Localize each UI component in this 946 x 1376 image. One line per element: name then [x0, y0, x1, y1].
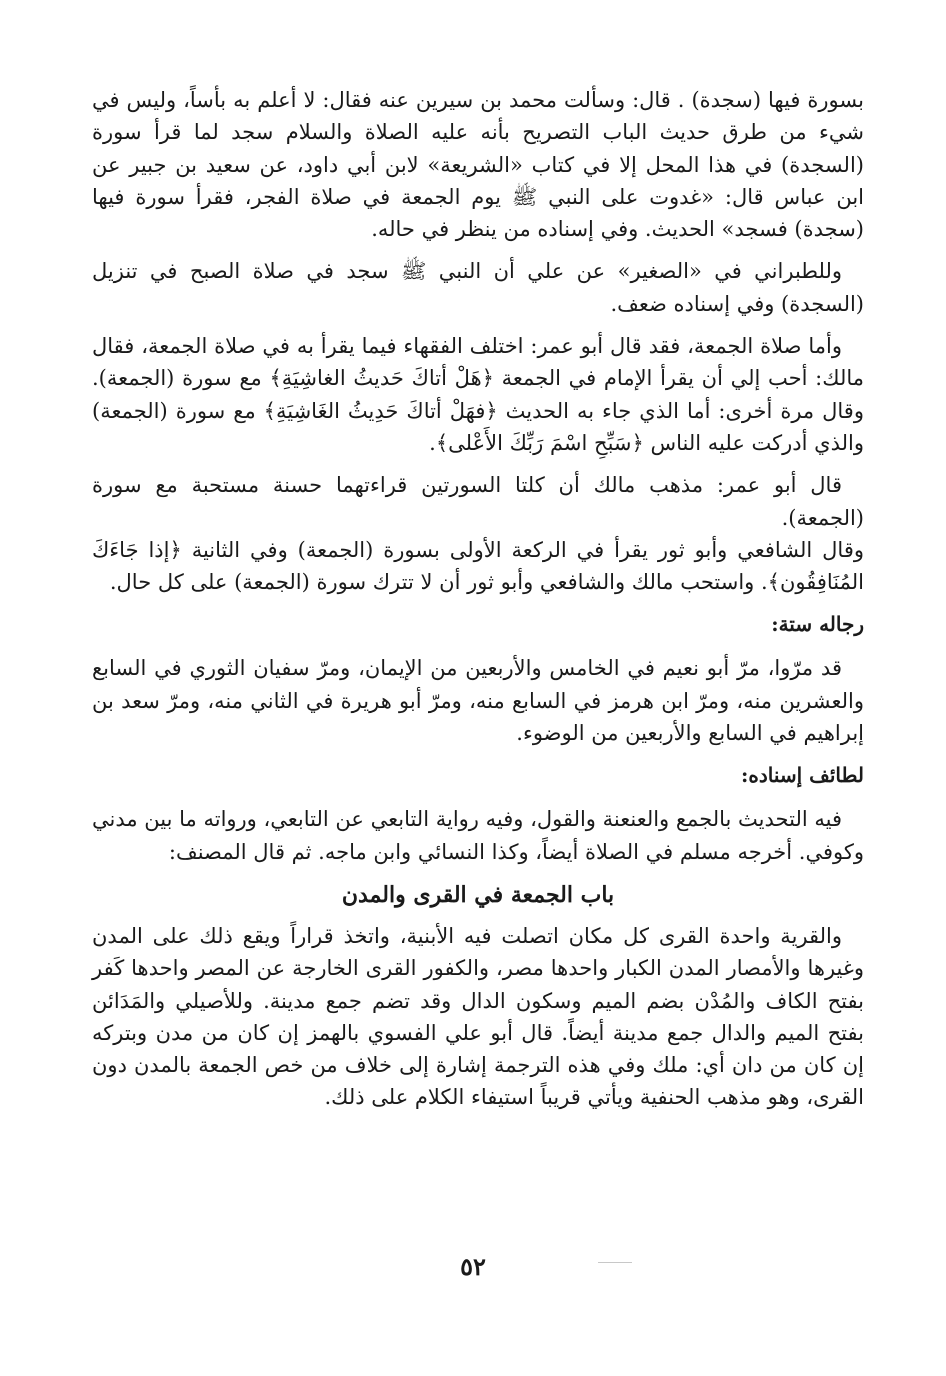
page-body	[92, 84, 864, 1124]
paragraph-chain-subtleties: فيه التحديث بالجمع والعنعنة والقول، وفيه رواية التابعي عن التابعي، ورواته ما بين مدني وكوفي. أخرجه مسلم في الصلاة أيضاً، وكذا النسائي وابن ماجه. ثم قال المصنف:	[92, 807, 864, 864]
heading-chain-subtleties: لطائف إسناده:	[740, 763, 864, 788]
paragraph-malik-view: قال أبو عمر: مذهب مالك أن كلتا السورتين قراءتهما حسنة مستحبة مع سورة (الجمعة).	[92, 473, 864, 530]
paragraph-friday-prayer: وأما صلاة الجمعة، فقد قال أبو عمر: اختلف الفقهاء فيما يقرأ به في صلاة الجمعة، فقال مالك: أحب إلي أن يقرأ الإمام في الجمعة ﴿هَلْ أتاكَ حَديثُ الغاشِيَةِ﴾ مع سورة (الجمعة). وقال مرة أخرى: أما الذي جاء به الحديث ﴿فهَلْ أتاكَ حَدِيثُ الغَاشِيَةِ﴾ مع سورة (الجمعة) والذي أدركت عليه الناس ﴿سَبِّحِ اسْمَ رَبِّكَ الأَعْلى﴾.	[92, 334, 864, 455]
paragraph-tabarani: وللطبراني في «الصغير» عن علي أن النبي ﷺ سجد في صلاة الصبح في تنزيل (السجدة) وفي إسناده ضعف.	[92, 259, 864, 316]
page-number: ٥٢	[460, 1252, 486, 1281]
paragraph-villages-cities: والقرية واحدة القرى كل مكان اتصلت فيه الأبنية، واتخذ قراراً ويقع ذلك على المدن وغيرها والأمصار المدن الكبار واحدها مصر، والكفور القرى الخارجة عن المصر واحدها كَفر بفتح الكاف والمُدْن بضم الميم وسكون الدال وقد تضم جمع مدينة. وللأصيلي والمَدَائن بفتح الميم والدال جمع مدينة أيضاً. قال أبو علي الفسوي بالهمز إن كان من مدن وبتركه إن كان من دان أي: ملك وفي هذه الترجمة إشارة إلى خلاف من خص الجمعة بالمدن دون القرى، وهو مذهب الحنفية ويأتي قريباً استيفاء الكلام على ذلك.	[92, 923, 864, 1110]
paragraph-shafii-view: وقال الشافعي وأبو ثور يقرأ في الركعة الأولى بسورة (الجمعة) وفي الثانية ﴿إذا جَاءَكَ المُنَافِقُون﴾. واستحب مالك والشافعي وأبو ثور أن لا تترك سورة (الجمعة) على كل حال.	[92, 537, 864, 595]
heading-narrators: رجاله ستة:	[771, 612, 864, 637]
chapter-title: باب الجمعة في القرى والمدن	[341, 881, 615, 908]
paragraph-narrators: قد مرّوا، مرّ أبو نعيم في الخامس والأربعين من الإيمان، ومرّ سفيان الثوري في السابع والعشرين منه، ومرّ ابن هرمز في السابع منه، ومرّ أبو هريرة في الثاني منه، ومرّ سعد بن إبراهيم في السابع والأربعين من الوضوء.	[92, 656, 864, 746]
paragraph-sajda-narration: بسورة فيها (سجدة) . قال: وسألت محمد بن سيرين عنه فقال: لا أعلم به بأساً، وليس في شيء من طرق حديث الباب التصريح بأنه عليه الصلاة والسلام سجد لما قرأ سورة (السجدة) في هذا المحل إلا في كتاب «الشريعة» لابن أبي داود، عن سعيد بن جبير عن ابن عباس قال: «غدوت على النبي ﷺ يوم الجمعة في صلاة الفجر، فقرأ سورة فيها (سجدة) فسجد» الحديث. وفي إسناده من ينظر في حاله.	[92, 88, 864, 242]
